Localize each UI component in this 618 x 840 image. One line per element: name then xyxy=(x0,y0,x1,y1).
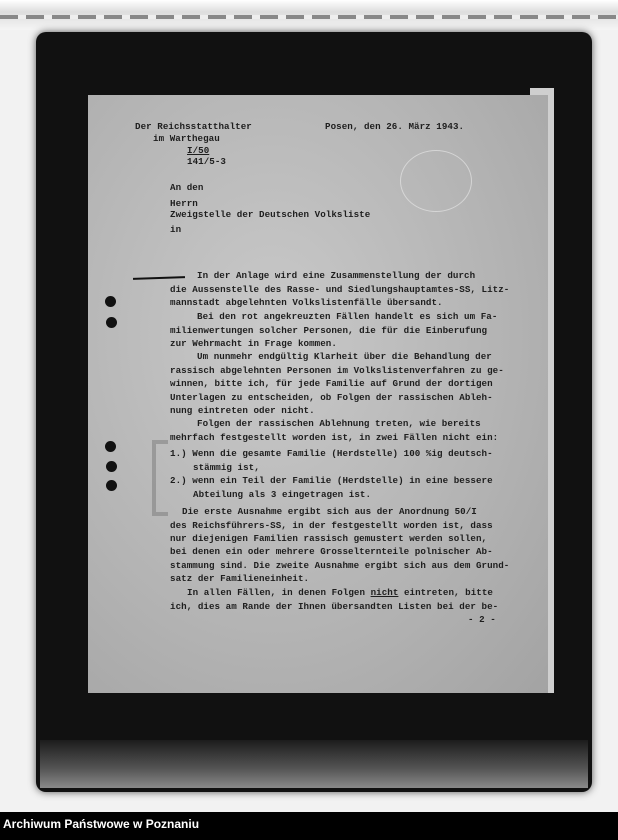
body-line: zur Wehrmacht in Frage kommen. xyxy=(170,338,337,349)
reference-number: I/50 xyxy=(187,145,210,156)
recipient-line: Zweigstelle der Deutschen Volksliste xyxy=(170,209,371,220)
body-line: satz der Familieneinheit. xyxy=(170,573,310,584)
body-line: nur diejenigen Familien rassisch gemustert werden sollen, xyxy=(170,533,488,544)
reference-number: 141/5-3 xyxy=(187,156,226,167)
body-line: Die erste Ausnahme ergibt sich aus der Anordnung 50/I xyxy=(182,506,477,517)
list-item: 1.) Wenn die gesamte Familie (Herdstelle) 100 %ig deutsch- xyxy=(170,448,493,459)
body-line xyxy=(187,587,493,598)
body-line: bei denen ein oder mehrere Grosselternteile polnischer Ab- xyxy=(170,546,493,557)
faded-stamp xyxy=(400,150,472,212)
punch-hole xyxy=(106,461,117,472)
list-item: Abteilung als 3 eingetragen ist. xyxy=(193,489,372,500)
body-text: eintreten, bitte xyxy=(398,587,493,598)
recipient-line: An den xyxy=(170,182,204,193)
recipient-line: Herrn xyxy=(170,198,198,209)
punch-hole xyxy=(106,317,117,328)
body-line: Bei den rot angekreuzten Fällen handelt es sich um Fa- xyxy=(197,311,498,322)
underlined-word: nicht xyxy=(370,587,399,598)
punch-hole xyxy=(106,480,117,491)
body-line: nung eintreten oder nicht. xyxy=(170,405,315,416)
place-date: Posen, den 26. März 1943. xyxy=(325,121,465,132)
body-line: winnen, bitte ich, für jede Familie auf Grund der dortigen xyxy=(170,378,493,389)
recipient-line: in xyxy=(170,224,182,235)
body-line: Unterlagen zu entscheiden, ob Folgen der rassischen Ableh- xyxy=(170,392,493,403)
sender-line: Der Reichsstatthalter xyxy=(135,121,252,132)
page-marker: - 2 - xyxy=(468,614,496,625)
body-line: des Reichsführers-SS, in der festgestellt worden ist, dass xyxy=(170,520,493,531)
body-line: mehrfach festgestellt worden ist, in zwei Fällen nicht ein: xyxy=(170,432,499,443)
body-line: Um nunmehr endgültig Klarheit über die Behandlung der xyxy=(197,351,492,362)
body-line: milienwertungen solcher Personen, die für die Einberufung xyxy=(170,325,488,336)
margin-bracket xyxy=(152,440,168,516)
body-line: rassisch abgelehnten Personen im Volkslistenverfahren zu ge- xyxy=(170,365,504,376)
list-item: 2.) wenn ein Teil der Familie (Herdstelle) in eine bessere xyxy=(170,475,493,486)
scan-top-strip xyxy=(0,0,618,30)
body-line: Folgen der rassischen Ablehnung treten, wie bereits xyxy=(197,418,481,429)
list-item: stämmig ist, xyxy=(193,462,260,473)
body-line: mannstadt abgelehnten Volkslistenfälle übersandt. xyxy=(170,297,443,308)
body-line: In der Anlage wird eine Zusammenstellung der durch xyxy=(197,270,476,281)
punch-hole xyxy=(105,441,116,452)
archive-footer xyxy=(0,812,618,840)
archive-name: Archiwum Państwowe w Poznaniu xyxy=(3,817,200,831)
sender-line: im Warthegau xyxy=(153,133,220,144)
punch-hole xyxy=(105,296,116,307)
body-line: stammung sind. Die zweite Ausnahme ergibt sich aus dem Grund- xyxy=(170,560,510,571)
body-text: In allen Fällen, in denen Folgen xyxy=(187,587,371,598)
body-line: die Aussenstelle des Rasse- und Siedlungshauptamtes-SS, Litz- xyxy=(170,284,510,295)
body-line: ich, dies am Rande der Ihnen übersandten Listen bei der be- xyxy=(170,601,499,612)
film-frame-bottom xyxy=(40,740,588,788)
